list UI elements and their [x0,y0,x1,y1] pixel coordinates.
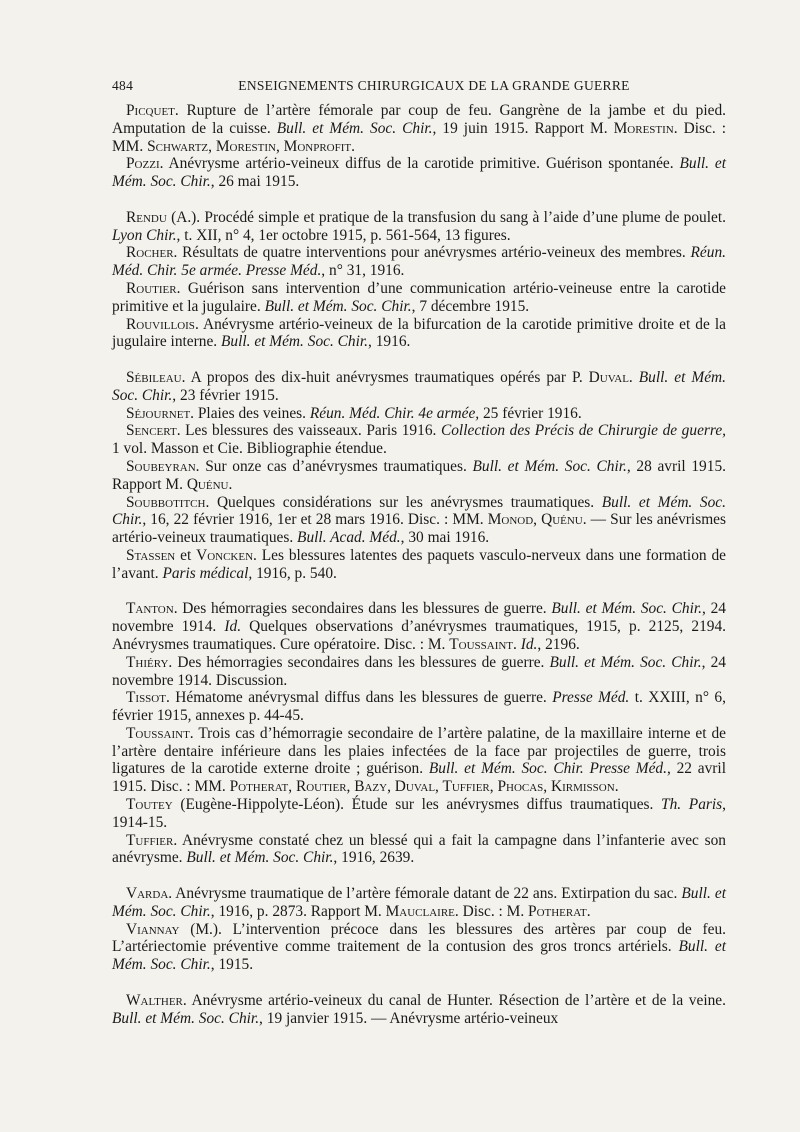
entry-text: . Anévrysme constaté chez un blessé qui a fait la campagne dans l’infanterie avec son anévrysme. [112,831,726,867]
bibliography-entry [112,155,726,191]
entry-text: . Anévrysme artério-veineux diffus de la carotide primitive. Guérison spontanée. [159,155,680,173]
author-name: Voncken [196,546,254,564]
entry-text: . Les blessures des vaisseaux. Paris 1916. [176,422,441,440]
publication-title: Presse Méd. [552,689,630,707]
author-name: Potherat [528,902,587,920]
bibliography-entry [112,600,726,653]
bibliography-entry [112,547,726,583]
author-name: Soubeyran [126,457,196,475]
entry-text: . Les blessures latentes des paquets vasculo-nerveux dans une formation de l’avant. [112,546,726,582]
entry-text: , 2196. [537,635,580,653]
author-name: Tissot [126,689,166,707]
author-name: Rocher [126,244,174,262]
publication-title: Bull. et Mém. Soc. Chir. [112,938,726,974]
entry-text: , 1915. [210,956,254,974]
entry-text: (A.). Procédé simple et pratique de la transfusion du sang à l’aide d’une plume de poulet. [166,208,726,226]
bibliography-entry [112,885,726,921]
publication-title: Bull. et Mém. Soc. Chir. [112,885,727,920]
author-name: Toutey [126,796,173,814]
page-number: 484 [112,78,134,93]
entry-text: , 19 juin 1915. Rapport M. [432,119,614,137]
publication-title: Id. [224,618,242,636]
author-name: Viannay [126,920,180,938]
author-name: Soubbotitch [126,493,206,511]
entry-text: . Rupture de l’artère fémorale par coup de feu. Gangrène de la jambe et du pied. Amputation de la cuisse. [112,102,726,137]
publication-title: Bull. et Mém. Soc. Chir. [112,493,726,529]
entry-text: , 1916. [368,333,411,351]
entry-text: . Guérison sans intervention d’une communication artério-veineuse entre la carotide primitive et la jugulaire. [112,279,726,315]
entry-text: . Disc. : MM. [112,119,727,155]
entry-text: , 24 novembre 1914. Discussion. [112,653,726,689]
entry-text: , 7 décembre 1915. [411,297,530,315]
entry-text: . Hématome anévrysmal diffus dans les blessures de guerre. [165,689,553,707]
entry-text: . Des hémorragies secondaires dans les blessures de guerre. [173,600,552,618]
entry-text: . [586,902,591,920]
publication-title: Bull. et Mém. Soc. Chir. [472,457,627,475]
author-name: Potherat, Routier, Bazy, Duval, Tuffier, Phocas, Kirmisson [229,778,615,796]
entry-text: , n° 31, 1916. [321,262,405,280]
entry-text: , 30 mai 1916. [400,529,490,547]
bibliography-entry [112,921,726,974]
entry-text: 25 février 1916. [479,404,582,422]
publication-title: Bull. et Mém. Soc. Chir. [112,155,726,191]
entry-text: . Des hémorragies secondaires dans les blessures de guerre. [168,653,550,671]
group-separator [112,191,726,209]
entry-text: . [628,368,639,386]
entry-text: . Résultats de quatre interventions pour anévrysmes artério-veineux des membres. [173,244,691,262]
entry-text: , t. XII, n° 4, 1er octobre 1915, p. 561-564, 13 figures. [176,226,511,244]
entry-text: . Anévrysme artério-veineux du canal de Hunter. Résection de l’artère et de la veine. [182,991,726,1009]
author-name: Toussaint [449,635,514,653]
entry-text: . — Sur les anévrismes artério-veineux traumatiques. [112,511,726,547]
bibliography-entry [112,796,726,832]
author-name: Tuffier [126,831,174,849]
author-name: Stassen [126,546,176,564]
entry-text: , 26 mai 1915. [210,173,300,191]
publication-title: Bull. et Mém. Soc. Chir. Presse Méd. [428,760,667,778]
publication-title: Id. [520,635,538,653]
entry-text: Quelques observations d’anévrysmes traumatiques, 1915, p. 2125, 2194. Anévrysmes traumatiques. Cure opératoire. Disc. : M. [112,618,726,653]
entry-text: . Plaies des veines. [190,404,310,422]
entry-text: , 19 janvier 1915. — Anévrysme artério-veineux [259,1009,559,1027]
entry-text: , 1914-15. [112,796,726,831]
author-name: Varda [126,885,169,903]
author-name: Walther [126,991,183,1009]
entry-text: . Anévrysme artério-veineux de la bifurcation de la carotide primitive droite et de la jugulaire interne. [112,315,726,351]
entry-text: , 28 avril 1915. Rapport M. [112,457,726,493]
author-name: Monod, Quénu [487,511,583,529]
publication-title: Bull. Acad. Méd. [297,529,401,547]
author-name: Sencert [126,422,177,440]
bibliography-entry [112,458,726,494]
bibliography-entry [112,689,726,725]
publication-title: Bull. et Mém. Soc. Chir. [112,368,726,404]
bibliography-entry [112,102,726,155]
entry-text: . [351,137,355,155]
entry-text: , 24 novembre 1914. [112,600,726,636]
bibliography-entry [112,369,726,405]
bibliography-entry [112,209,726,245]
bibliography-entry [112,832,726,868]
author-name: Toussaint [126,724,190,742]
publication-title: Collection des Précis de Chirurgie de guerre, [440,422,726,440]
group-separator [112,974,726,992]
entry-text: , 22 avril 1915. Disc. : MM. [112,760,726,796]
publication-title: Bull. et Mém. Soc. Chir. [264,297,412,315]
entry-text: . A propos des dix-huit anévrysmes traumatiques opérés par P. [181,368,589,386]
bibliography-entry [112,422,726,458]
entry-text: , 23 février 1915. [172,386,279,404]
entry-text: , 1916, p. 2873. Rapport M. [210,902,386,920]
author-name: Morestin [613,119,674,137]
bibliography-body [112,102,726,1027]
entry-text: et [175,546,197,564]
bibliography-entry [112,316,726,352]
author-name: Rouvillois [126,315,195,333]
entry-text: . [614,778,619,796]
entry-text: . Sur onze cas d’anévrysmes traumatiques. [195,457,473,475]
entry-text: . Quelques considérations sur les anévrysmes traumatiques. [205,493,602,511]
bibliography-entry [112,992,726,1028]
bibliography-entry [112,280,726,316]
author-name: Schwartz, Morestin, Monprofit [147,137,352,155]
author-name: Sébileau [126,368,182,386]
publication-title: Réun. Méd. Chir. 5e armée. Presse Méd. [112,244,726,280]
author-name: Duval [588,368,629,386]
author-name: Thiéry [126,653,169,671]
entry-text: 1 vol. Masson et Cie. Bibliographie étendue. [112,440,387,458]
publication-title: Bull. et Mém. Soc. Chir. [551,600,703,618]
bibliography-entry [112,494,726,547]
publication-title: Bull. et Mém. Soc. Chir. [112,1009,260,1027]
entry-text: . Anévrysme traumatique de l’artère fémorale datant de 22 ans. Extirpation du sac. [168,885,682,903]
bibliography-entry [112,654,726,690]
publication-title: Lyon Chir. [112,226,177,244]
author-name: Mauclaire [385,902,455,920]
publication-title: Th. Paris [661,796,723,814]
publication-title: Réun. Méd. Chir. 4e armée, [309,404,480,422]
entry-text: (M.). L’intervention précoce dans les blessures des artères par coup de feu. L’artériectomie préventive comme traitement de la contusion des gros troncs artériels. [112,920,726,956]
entry-text: , 16, 22 février 1916, 1er et 28 mars 1916. Disc. : MM. [142,511,488,529]
bibliography-entry [112,405,726,423]
author-name: Tanton [126,600,174,618]
author-name: Séjournet [126,404,191,422]
author-name: Quénu [186,475,229,493]
entry-text: , 1916, 2639. [333,849,415,867]
running-title: ENSEIGNEMENTS CHIRURGICAUX DE LA GRANDE GUERRE [238,78,630,93]
publication-title: Bull. et Mém. Soc. Chir. [549,653,702,671]
entry-text: 1916, p. 540. [252,564,337,582]
publication-title: Bull. et Mém. Soc. Chir. [186,849,334,867]
entry-text: (Eugène-Hippolyte-Léon). Étude sur les anévrysmes diffus traumatiques. [172,796,662,814]
entry-text: t. XXIII, n° 6, février 1915, annexes p. 44-45. [112,689,726,725]
author-name: Rendu [126,208,167,226]
entry-text: . Trois cas d’hémorragie secondaire de l’artère palatine, de la maxillaire interne et de l’artère dentaire inférieure dans les plaies infectées de la face par projectiles de guerre, trois ligatures de la carotide externe droite ; guérison. [112,724,726,778]
group-separator [112,351,726,369]
author-name: Picquet [126,102,175,119]
publication-title: Bull. et Mém. Soc. Chir. [220,333,369,351]
author-name: Pozzi [126,155,160,173]
bibliography-entry [112,244,726,280]
group-separator [112,867,726,885]
author-name: Routier [126,279,177,297]
bibliography-entry [112,725,726,796]
group-separator [112,583,726,601]
entry-text: . [513,635,521,653]
publication-title: Paris médical, [162,564,253,582]
entry-text: . Disc. : M. [454,902,529,920]
entry-text: . [228,475,233,493]
publication-title: Bull. et Mém. Soc. Chir. [276,119,433,137]
